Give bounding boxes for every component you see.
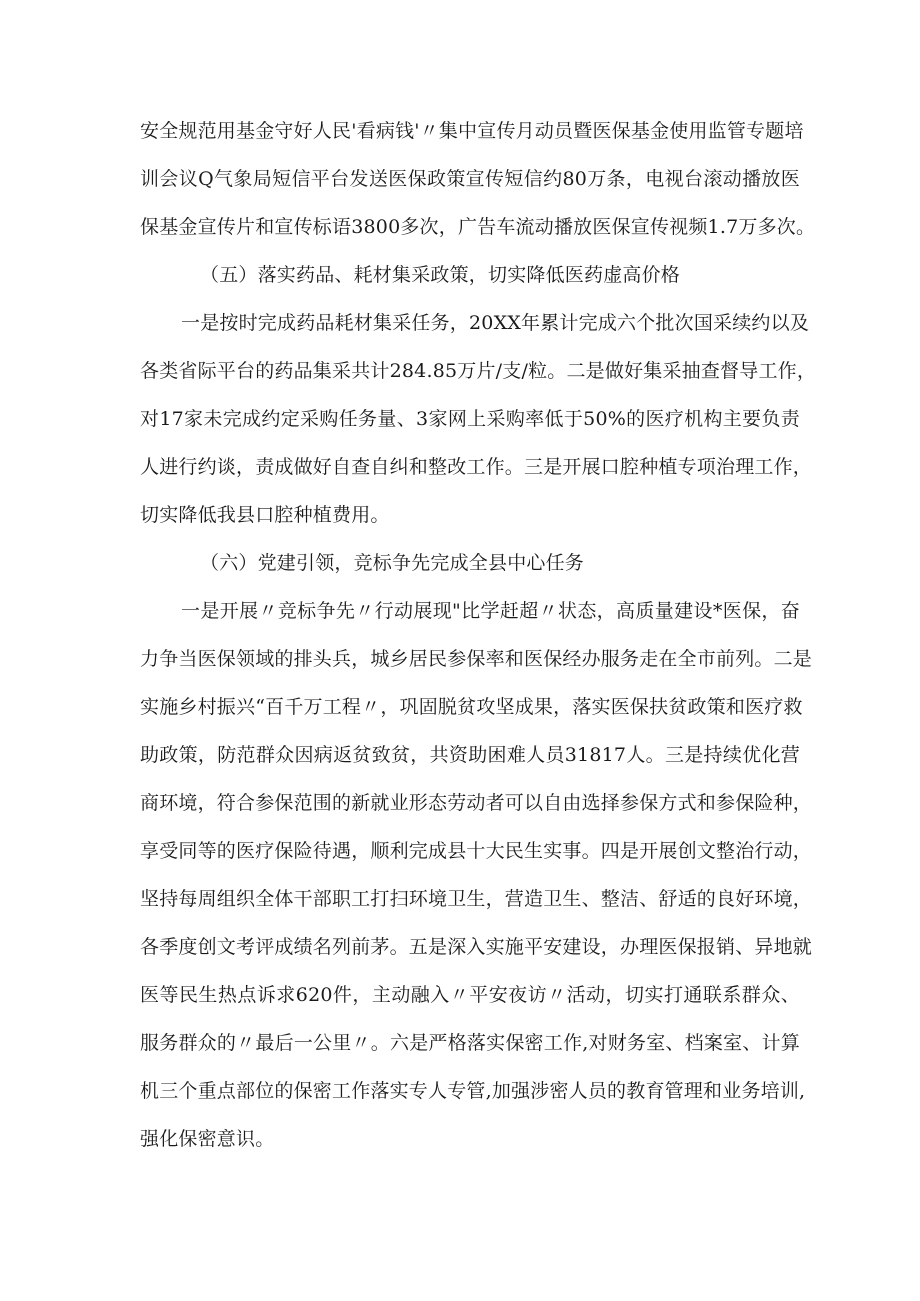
section-heading: （六）党建引领，竞标争先完成全县中心任务 xyxy=(200,552,585,574)
text-line: 医等民生热点诉求620件，主动融入〃平安夜访〃活动，切实打通联系群众、 xyxy=(140,984,800,1006)
text-line: 一是按时完成药品耗材集采任务，20XX年累计完成六个批次国采续约以及 xyxy=(181,312,810,334)
text-line: 商环境，符合参保范围的新就业形态劳动者可以自由选择参保方式和参保险种， xyxy=(140,792,813,814)
text-line: 训会议Q气象局短信平台发送医保政策宣传短信约80万条，电视台滚动播放医 xyxy=(140,168,800,190)
text-line: 人进行约谈，责成做好自查自纠和整改工作。三是开展口腔种植专项治理工作， xyxy=(140,456,813,478)
text-line: 机三个重点部位的保密工作落实专人专管,加强涉密人员的教育管理和业务培训, xyxy=(140,1080,806,1102)
text-line: 助政策，防范群众因病返贫致贫，共资助困难人员31817人。三是持续优化营 xyxy=(140,744,800,766)
text-line: 坚持每周组织全体干部职工打扫环境卫生，营造卫生、整洁、舒适的良好环境， xyxy=(140,888,813,910)
text-line: 强化保密意识。 xyxy=(140,1128,275,1150)
text-line: 保基金宣传片和宣传标语3800多次，广告车流动播放医保宣传视频1.7万多次。 xyxy=(140,216,816,238)
text-line: 各类省际平台的药品集采共计284.85万片/支/粒。二是做好集采抽查督导工作， xyxy=(140,360,817,382)
text-line: 对17家未完成约定采购任务量、3家网上采购率低于50%的医疗机构主要负责 xyxy=(140,408,800,430)
text-line: 安全规范用基金守好人民'看病钱'〃集中宣传月动员暨医保基金使用监管专题培 xyxy=(140,120,804,142)
text-line: 力争当医保领域的排头兵，城乡居民参保率和医保经办服务走在全市前列。二是 xyxy=(140,648,813,670)
text-line: 各季度创文考评成绩名列前茅。五是深入实施平安建设，办理医保报销、异地就 xyxy=(140,936,813,958)
text-line: 切实降低我县口腔种植费用。 xyxy=(140,504,390,526)
text-line: 实施乡村振兴“百千万工程〃，巩固脱贫攻坚成果，落实医保扶贫政策和医疗救 xyxy=(140,696,803,718)
section-heading: （五）落实药品、耗材集采政策，切实降低医药虚高价格 xyxy=(200,264,681,286)
text-line: 服务群众的〃最后一公里〃。六是严格落实保密工作,对财务室、档案室、计算 xyxy=(140,1032,800,1054)
text-line: 一是开展〃竞标争先〃行动展现"比学赶超〃状态，高质量建设*医保，奋 xyxy=(181,600,800,622)
text-line: 享受同等的医疗保险待遇，顺利完成县十大民生实事。四是开展创文整治行动， xyxy=(140,840,813,862)
